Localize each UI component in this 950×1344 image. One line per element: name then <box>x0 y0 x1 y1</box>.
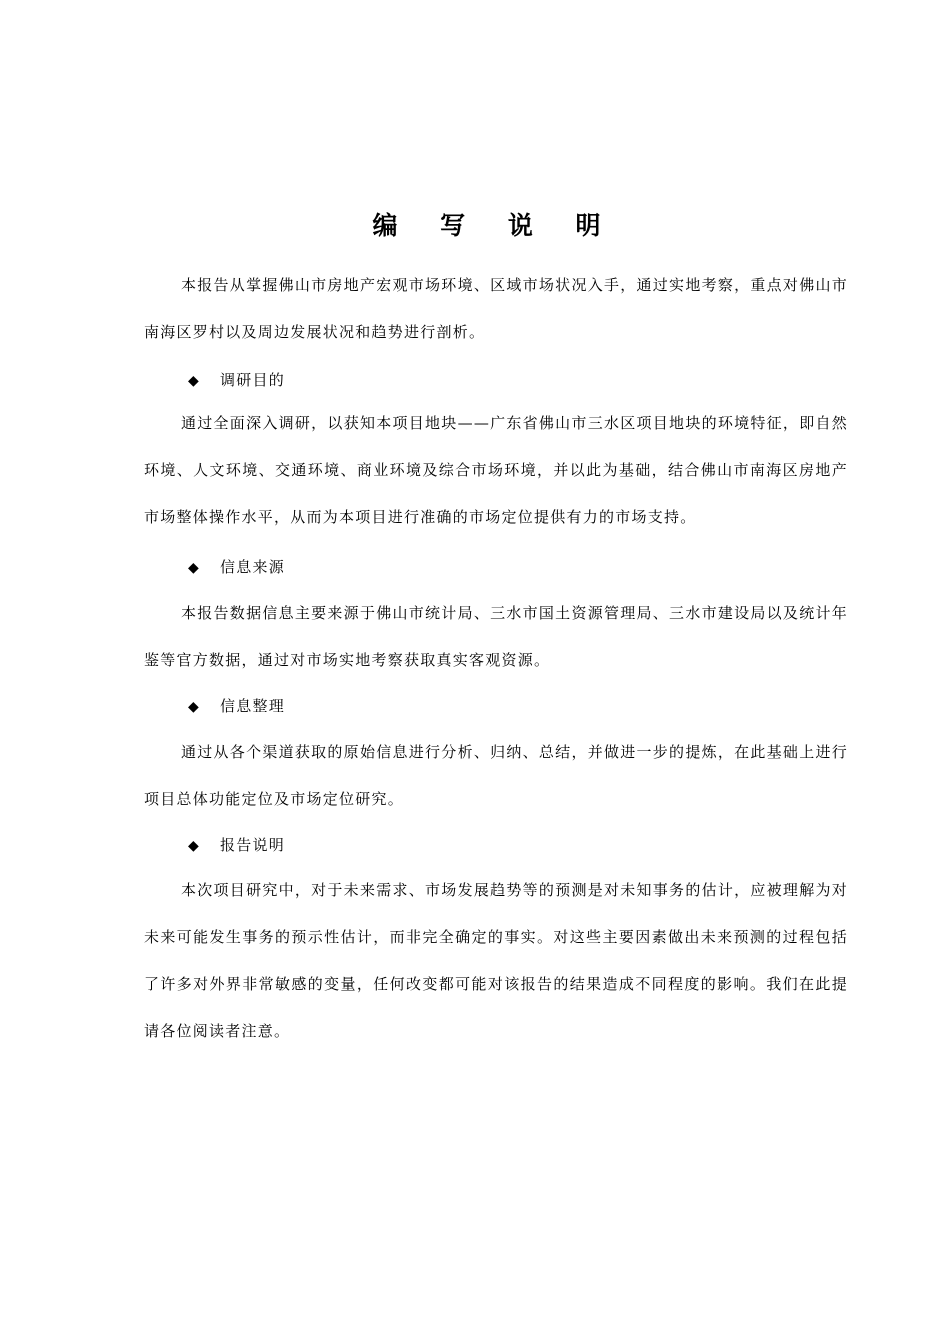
section-heading-report-notes <box>188 835 285 856</box>
section-paragraph-info-source: 本报告数据信息主要来源于佛山市统计局、三水市国土资源管理局、三水市建设局以及统计年鉴等官方数据，通过对市场实地考察获取真实客观资源。 <box>144 604 848 669</box>
diamond-bullet-icon: ◆ <box>188 560 201 576</box>
section-heading-research-purpose <box>188 370 285 391</box>
section-heading-info-organization <box>188 696 285 717</box>
section-heading-info-source <box>188 557 285 578</box>
page-title: 编 写 说 明 <box>372 211 618 240</box>
intro-paragraph: 本报告从掌握佛山市房地产宏观市场环境、区域市场状况入手，通过实地考察，重点对佛山市南海区罗村以及周边发展状况和趋势进行剖析。 <box>144 276 848 341</box>
section-heading-label: 信息整理 <box>220 697 286 715</box>
section-paragraph-research-purpose: 通过全面深入调研，以获知本项目地块——广东省佛山市三水区项目地块的环境特征，即自然环境、人文环境、交通环境、商业环境及综合市场环境，并以此为基础，结合佛山市南海区房地产市场整体操作水平，从而为本项目进行准确的市场定位提供有力的市场支持。 <box>144 414 848 526</box>
section-heading-label: 调研目的 <box>220 371 286 389</box>
diamond-bullet-icon: ◆ <box>188 373 201 389</box>
diamond-bullet-icon: ◆ <box>188 699 201 715</box>
section-heading-label: 信息来源 <box>220 558 286 576</box>
diamond-bullet-icon: ◆ <box>188 838 201 854</box>
section-paragraph-report-notes: 本次项目研究中，对于未来需求、市场发展趋势等的预测是对未知事务的估计，应被理解为对未来可能发生事务的预示性估计，而非完全确定的事实。对这些主要因素做出未来预测的过程包括了许多对外界非常敏感的变量，任何改变都可能对该报告的结果造成不同程度的影响。我们在此提请各位阅读者注意。 <box>144 881 848 1040</box>
section-paragraph-info-organization: 通过从各个渠道获取的原始信息进行分析、归纳、总结，并做进一步的提炼，在此基础上进行项目总体功能定位及市场定位研究。 <box>144 743 848 808</box>
section-heading-label: 报告说明 <box>220 836 286 854</box>
